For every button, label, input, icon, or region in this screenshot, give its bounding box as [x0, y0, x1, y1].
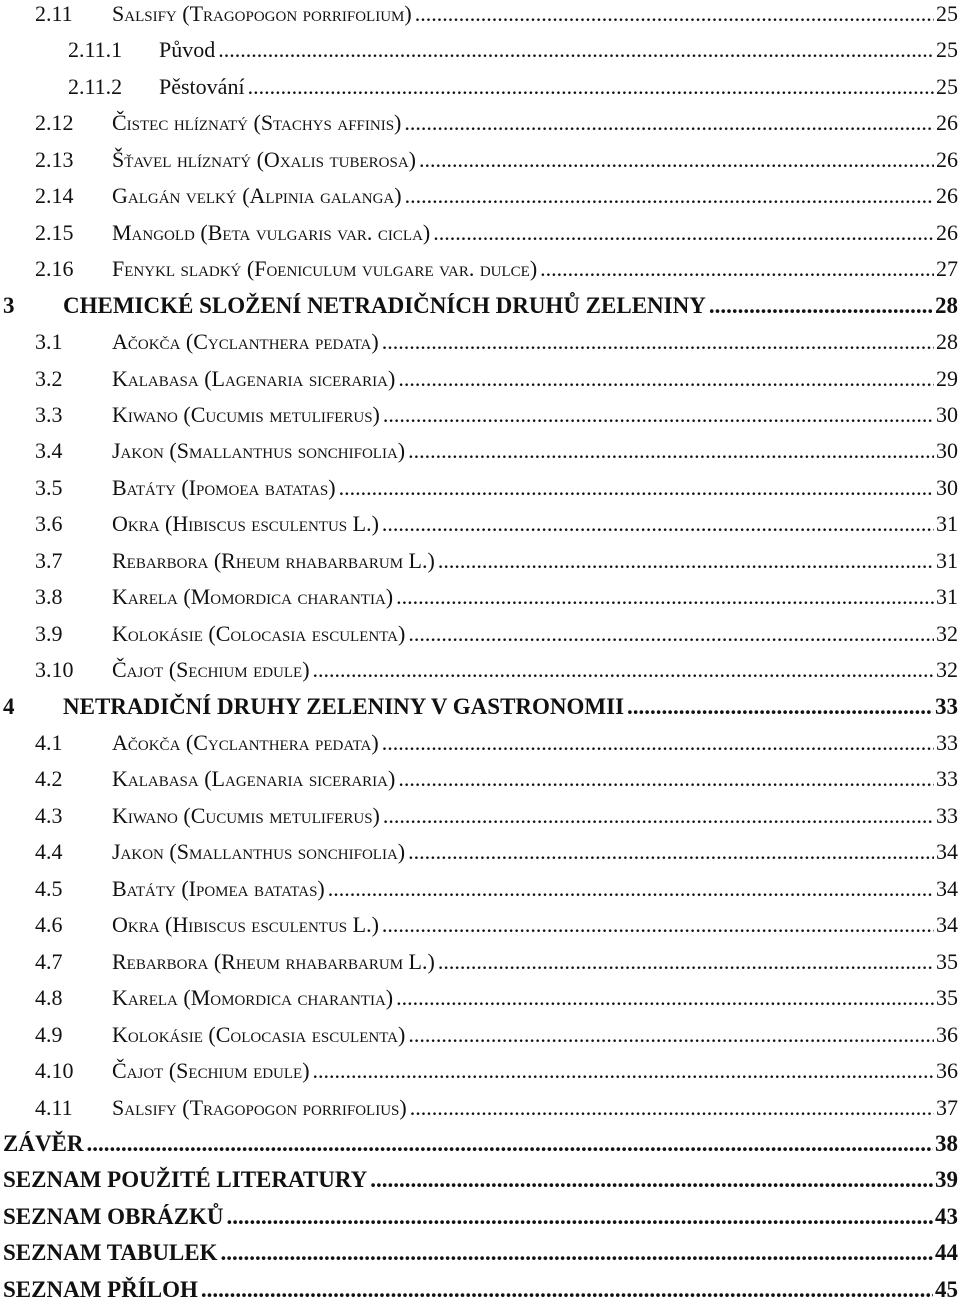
toc-entry-title: Okra (Hibiscus esculentus L.): [112, 912, 379, 938]
toc-entry-title: Okra (Hibiscus esculentus L.): [112, 511, 379, 537]
toc-entry-title: Jakon (Smallanthus sonchifolia): [112, 839, 406, 865]
toc-dot-leader: [328, 874, 934, 904]
toc-entry[interactable]: [35, 619, 958, 649]
toc-entry[interactable]: [35, 910, 958, 940]
toc-dot-leader: [419, 145, 934, 175]
toc-dot-leader: [415, 0, 934, 29]
toc-entry-page: 44: [935, 1240, 958, 1266]
toc-dot-leader: [408, 436, 934, 466]
toc-entry-page: 34: [936, 839, 958, 865]
toc-entry-page: 45: [935, 1276, 958, 1302]
toc-entry-page: 35: [936, 948, 958, 974]
toc-entry-number: 2.11: [35, 1, 73, 26]
toc-entry-number: 3.6: [35, 511, 63, 537]
toc-entry-page: 35: [936, 985, 958, 1011]
toc-entry-number: 4.5: [35, 875, 63, 901]
toc-entry[interactable]: [35, 436, 958, 466]
toc-entry-title: SEZNAM TABULEK: [3, 1240, 218, 1266]
toc-entry-page: 39: [935, 1167, 958, 1193]
toc-entry-number: 4.8: [35, 985, 63, 1011]
toc-entry[interactable]: [3, 1238, 958, 1268]
toc-entry-page: 29: [936, 365, 958, 391]
toc-entry-title: Kolokásie (Colocasia esculenta): [112, 1021, 406, 1047]
toc-entry-number: 3.4: [35, 438, 63, 464]
toc-entry-title: Fenykl sladký (Foeniculum vulgare var. dulce): [112, 256, 538, 282]
toc-entry-number: 4: [3, 693, 15, 719]
toc-entry-title: Kalabasa (Lagenaria siceraria): [112, 365, 396, 391]
toc-entry-title: Batáty (Ipomoea batatas): [112, 474, 336, 500]
toc-entry[interactable]: [35, 364, 958, 394]
toc-entry-title: Čajot (Sechium edule): [112, 1058, 310, 1084]
toc-entry-title: Galgán velký (Alpinia galanga): [112, 183, 402, 209]
toc-dot-leader: [382, 910, 934, 940]
toc-entry-number: 2.12: [35, 110, 74, 136]
toc-entry-page: 31: [936, 511, 958, 537]
toc-entry-title: Rebarbora (Rheum rhabarbarum L.): [112, 547, 435, 573]
toc-entry-page: 28: [935, 292, 958, 318]
toc-entry-number: 3.3: [35, 401, 63, 427]
toc-dot-leader: [396, 582, 934, 612]
toc-entry-page: 30: [936, 401, 958, 427]
toc-entry[interactable]: [35, 582, 958, 612]
toc-entry-page: 33: [936, 802, 958, 828]
toc-entry-number: 3.10: [35, 657, 74, 683]
toc-entry[interactable]: [68, 72, 958, 102]
toc-entry-title: SEZNAM PŘÍLOH: [3, 1276, 198, 1302]
toc-dot-leader: [370, 1165, 933, 1195]
toc-entry-title: Salsify (Tragopogon porrifolius): [112, 1094, 407, 1120]
toc-entry-title: Jakon (Smallanthus sonchifolia): [112, 438, 406, 464]
toc-entry-page: 26: [936, 110, 958, 136]
toc-dot-leader: [383, 801, 934, 831]
toc-entry-page: 43: [935, 1203, 958, 1229]
toc-dot-leader: [627, 692, 933, 722]
toc-entry-title: Čajot (Sechium edule): [112, 657, 310, 683]
toc-entry-number: 2.11.2: [68, 73, 123, 99]
toc-entry[interactable]: [35, 764, 958, 794]
toc-entry[interactable]: [35, 837, 958, 867]
toc-entry[interactable]: [35, 1093, 958, 1123]
toc-entry[interactable]: [35, 0, 958, 29]
toc-dot-leader: [709, 291, 933, 321]
toc-entry-number: 3.8: [35, 584, 63, 610]
toc-entry[interactable]: [3, 1202, 958, 1232]
toc-entry-number: 4.4: [35, 839, 63, 865]
toc-entry-title: Kiwano (Cucumis metuliferus): [112, 401, 380, 427]
toc-dot-leader: [383, 400, 934, 430]
toc-entry-number: 2.13: [35, 146, 74, 172]
toc-dot-leader: [438, 947, 934, 977]
toc-entry-title: ZÁVĚR: [3, 1130, 84, 1156]
toc-entry-number: 2.15: [35, 219, 74, 245]
toc-entry[interactable]: [35, 327, 958, 357]
toc-entry-number: 3.5: [35, 474, 63, 500]
toc-entry[interactable]: [68, 35, 958, 65]
toc-entry-title: Ačokča (Cyclanthera pedata): [112, 329, 379, 355]
toc-entry[interactable]: [35, 108, 958, 138]
toc-entry[interactable]: [35, 655, 958, 685]
toc-entry-title: Kiwano (Cucumis metuliferus): [112, 802, 380, 828]
toc-entry[interactable]: [35, 254, 958, 284]
toc-entry-title: Pěstování: [159, 73, 245, 99]
toc-entry-page: 31: [936, 547, 958, 573]
toc-entry-title: SEZNAM POUŽITÉ LITERATURY: [3, 1167, 368, 1193]
toc-dot-leader: [87, 1129, 933, 1159]
toc-entry-page: 30: [936, 474, 958, 500]
toc-entry-number: 4.3: [35, 802, 63, 828]
toc-entry-page: 33: [935, 693, 958, 719]
toc-dot-leader: [404, 108, 934, 138]
toc-entry-page: 31: [936, 584, 958, 610]
toc-entry-page: 27: [936, 256, 958, 282]
toc-entry[interactable]: [35, 947, 958, 977]
toc-entry-page: 26: [936, 219, 958, 245]
toc-entry-number: 4.11: [35, 1094, 73, 1120]
toc-dot-leader: [408, 1020, 934, 1050]
toc-entry-page: 28: [936, 329, 958, 355]
toc-entry-page: 32: [936, 620, 958, 646]
toc-entry[interactable]: [35, 983, 958, 1013]
toc-entry-number: 3.1: [35, 329, 63, 355]
toc-dot-leader: [382, 728, 934, 758]
toc-entry[interactable]: [3, 1275, 958, 1305]
toc-entry-number: 2.14: [35, 183, 74, 209]
toc-dot-leader: [433, 218, 934, 248]
toc-entry-title: CHEMICKÉ SLOŽENÍ NETRADIČNÍCH DRUHŮ ZELENINY: [63, 292, 706, 318]
toc-dot-leader: [396, 983, 934, 1013]
toc-dot-leader: [339, 473, 934, 503]
toc-entry-page: 26: [936, 183, 958, 209]
toc-entry-number: 3.9: [35, 620, 63, 646]
toc-entry-page: 37: [936, 1094, 958, 1120]
toc-dot-leader: [221, 1238, 933, 1268]
toc-entry-page: 30: [936, 438, 958, 464]
toc-dot-leader: [540, 254, 934, 284]
toc-entry[interactable]: [35, 473, 958, 503]
toc-entry-title: NETRADIČNÍ DRUHY ZELENINY V GASTRONOMII: [63, 693, 625, 719]
toc-entry[interactable]: [3, 1129, 958, 1159]
toc-entry-title: Ačokča (Cyclanthera pedata): [112, 730, 379, 755]
toc-entry-page: 34: [936, 912, 958, 938]
toc-entry-title: Původ: [159, 37, 216, 63]
toc-entry-page: 25: [936, 1, 958, 26]
toc-entry-title: Karela (Momordica charantia): [112, 584, 394, 610]
toc-dot-leader: [313, 655, 934, 685]
toc-entry-page: 25: [936, 37, 958, 63]
toc-entry-number: 2.16: [35, 256, 74, 282]
toc-entry[interactable]: [35, 874, 958, 904]
toc-dot-leader: [438, 546, 934, 576]
toc-entry-page: 34: [936, 875, 958, 901]
toc-dot-leader: [408, 619, 934, 649]
toc-dot-leader: [201, 1275, 933, 1305]
toc-entry-title: Mangold (Beta vulgaris var. cicla): [112, 219, 431, 245]
toc-entry[interactable]: [3, 1165, 958, 1195]
toc-entry[interactable]: [35, 145, 958, 175]
toc-entry-title: Kolokásie (Colocasia esculenta): [112, 620, 406, 646]
toc-entry-page: 33: [936, 766, 958, 792]
toc-entry-number: 4.6: [35, 912, 63, 938]
toc-dot-leader: [218, 35, 934, 65]
toc-entry-number: 4.1: [35, 730, 63, 755]
toc-entry-page: 26: [936, 146, 958, 172]
toc-entry-title: SEZNAM OBRÁZKŮ: [3, 1203, 224, 1229]
toc-entry[interactable]: [35, 400, 958, 430]
toc-entry-number: 3.7: [35, 547, 63, 573]
toc-entry-page: 32: [936, 657, 958, 683]
toc-dot-leader: [382, 509, 934, 539]
toc-entry-title: Karela (Momordica charantia): [112, 985, 394, 1011]
toc-dot-leader: [382, 327, 934, 357]
toc-entry[interactable]: [3, 692, 958, 722]
toc-entry-title: Čistec hlíznatý (Stachys affinis): [112, 110, 402, 136]
toc-entry[interactable]: [35, 1020, 958, 1050]
toc-entry[interactable]: [35, 181, 958, 211]
toc-entry-number: 2.11.1: [68, 37, 123, 63]
toc-entry[interactable]: [3, 291, 958, 321]
toc-dot-leader: [398, 764, 934, 794]
toc-entry-number: 4.9: [35, 1021, 63, 1047]
toc-entry-number: 4.2: [35, 766, 63, 792]
toc-dot-leader: [408, 837, 934, 867]
toc-entry[interactable]: [35, 509, 958, 539]
toc-entry[interactable]: [35, 728, 958, 758]
toc-entry-title: Kalabasa (Lagenaria siceraria): [112, 766, 396, 792]
toc-entry-page: 36: [936, 1021, 958, 1047]
toc-dot-leader: [410, 1093, 934, 1123]
toc-entry-title: Salsify (Tragopogon porrifolium): [112, 1, 412, 26]
toc-dot-leader: [313, 1056, 934, 1086]
toc-entry-number: 4.10: [35, 1058, 74, 1084]
toc-entry-number: 4.7: [35, 948, 63, 974]
toc-dot-leader: [405, 181, 934, 211]
toc-entry-title: Rebarbora (Rheum rhabarbarum L.): [112, 948, 435, 974]
toc-entry-number: 3: [3, 292, 15, 318]
toc-entry-page: 36: [936, 1058, 958, 1084]
toc-entry[interactable]: [35, 218, 958, 248]
toc-dot-leader: [398, 364, 934, 394]
toc-entry-title: Šťavel hlíznatý (Oxalis tuberosa): [112, 146, 416, 172]
toc-entry-page: 38: [935, 1130, 958, 1156]
toc-entry[interactable]: [35, 801, 958, 831]
toc-entry[interactable]: [35, 1056, 958, 1086]
toc-dot-leader: [226, 1202, 933, 1232]
toc-entry-number: 3.2: [35, 365, 63, 391]
toc-dot-leader: [248, 72, 934, 102]
toc-entry[interactable]: [35, 546, 958, 576]
toc-entry-page: 25: [936, 73, 958, 99]
toc-entry-title: Batáty (Ipomea batatas): [112, 875, 325, 901]
toc-entry-page: 33: [936, 730, 958, 755]
